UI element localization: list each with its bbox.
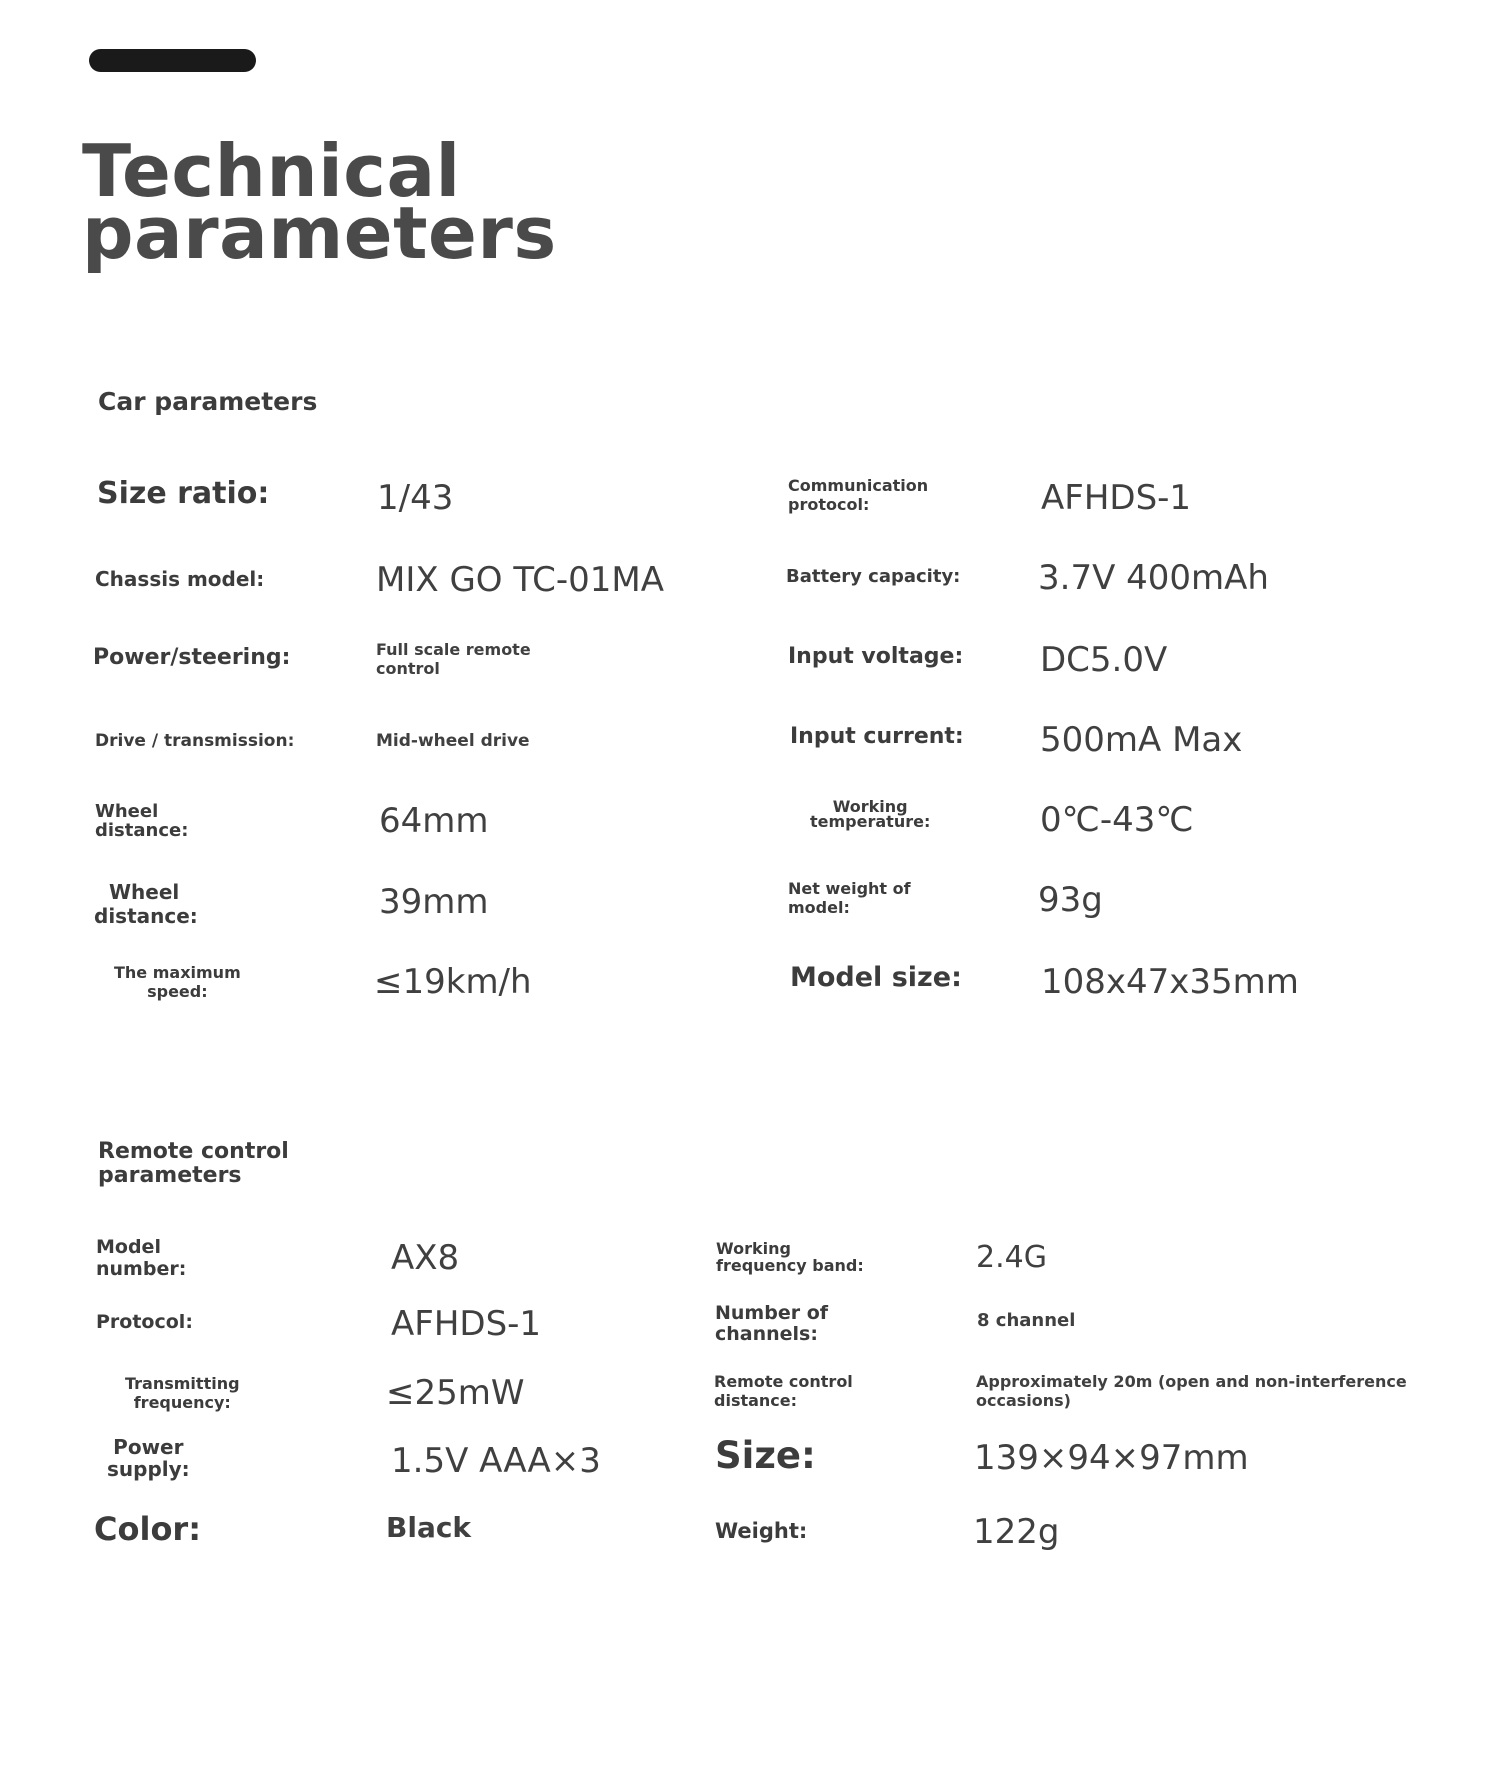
- model-size-value: 108x47x35mm: [1041, 962, 1299, 1002]
- working-frequency-band-label: Working frequency band:: [716, 1239, 864, 1275]
- number-of-channels-value: 8 channel: [977, 1310, 1076, 1331]
- max-speed-value: ≤19km/h: [374, 962, 532, 1002]
- net-weight-value: 93g: [1038, 880, 1103, 920]
- net-weight-label: Net weight of model:: [788, 879, 911, 917]
- communication-protocol-value: AFHDS-1: [1041, 478, 1192, 518]
- color-value: Black: [386, 1511, 472, 1544]
- car-parameters-heading: Car parameters: [98, 387, 318, 416]
- remote-control-distance-label: Remote control distance:: [714, 1372, 853, 1410]
- power-steering-label: Power/steering:: [93, 645, 291, 670]
- input-voltage-value: DC5.0V: [1040, 640, 1168, 680]
- battery-capacity-label: Battery capacity:: [786, 566, 961, 587]
- wheel-distance-label-2: Wheel distance:: [94, 880, 198, 928]
- transmitting-frequency-label: Transmitting frequency:: [125, 1374, 240, 1412]
- model-size-label: Model size:: [790, 962, 962, 993]
- communication-protocol-label: Communication protocol:: [788, 476, 929, 514]
- protocol-label: Protocol:: [96, 1311, 193, 1333]
- size-label: Size:: [715, 1434, 816, 1477]
- size-ratio-value: 1/43: [377, 478, 454, 518]
- power-supply-value: 1.5V AAA×3: [391, 1441, 601, 1481]
- wheel-distance-value: 64mm: [379, 801, 489, 841]
- wheel-distance-value-2: 39mm: [379, 882, 489, 922]
- working-frequency-band-value: 2.4G: [976, 1240, 1047, 1275]
- drive-transmission-value: Mid-wheel drive: [376, 731, 530, 751]
- input-current-label: Input current:: [790, 724, 964, 749]
- number-of-channels-label: Number of channels:: [715, 1302, 829, 1345]
- working-temperature-value: 0℃-43℃: [1040, 800, 1194, 840]
- size-value: 139×94×97mm: [974, 1438, 1249, 1478]
- max-speed-label: The maximum speed:: [114, 963, 241, 1001]
- input-voltage-label: Input voltage:: [788, 644, 964, 669]
- working-temperature-label: Working temperature:: [810, 797, 931, 831]
- model-number-value: AX8: [391, 1238, 460, 1278]
- size-ratio-label: Size ratio:: [97, 476, 270, 511]
- remote-control-distance-value: Approximately 20m (open and non-interference occasions): [976, 1372, 1407, 1410]
- chassis-model-label: Chassis model:: [95, 567, 265, 591]
- color-label: Color:: [94, 1510, 201, 1548]
- weight-value: 122g: [973, 1512, 1060, 1552]
- input-current-value: 500mA Max: [1040, 720, 1243, 760]
- chassis-model-value: MIX GO TC-01MA: [376, 560, 665, 600]
- power-steering-value: Full scale remote control: [376, 640, 531, 678]
- remote-parameters-heading: Remote control parameters: [98, 1139, 289, 1188]
- top-bar-decoration: [89, 49, 256, 72]
- transmitting-frequency-value: ≤25mW: [386, 1373, 525, 1413]
- wheel-distance-label: Wheel distance:: [95, 801, 189, 841]
- model-number-label: Model number:: [96, 1236, 187, 1280]
- page-title: Technical parameters: [82, 129, 557, 275]
- protocol-value: AFHDS-1: [391, 1304, 542, 1344]
- power-supply-label: Power supply:: [107, 1435, 190, 1481]
- weight-label: Weight:: [715, 1519, 808, 1543]
- battery-capacity-value: 3.7V 400mAh: [1038, 558, 1269, 598]
- drive-transmission-label: Drive / transmission:: [95, 731, 295, 751]
